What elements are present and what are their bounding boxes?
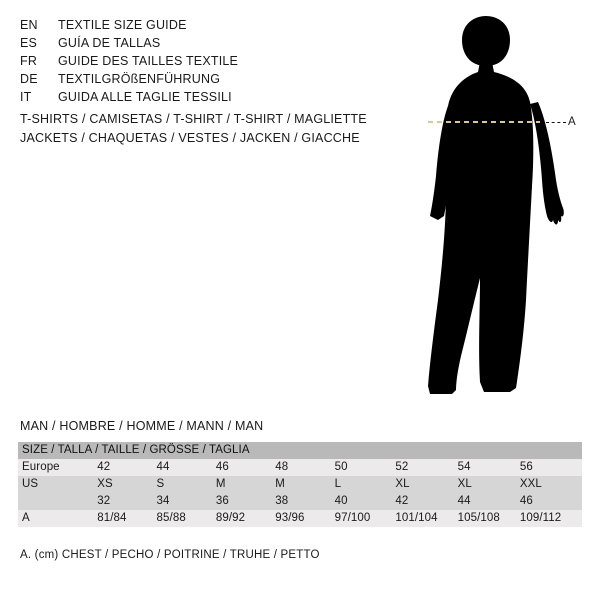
table-row [18,510,582,527]
table-row [18,493,582,510]
language-list [20,16,380,106]
row-label: US [18,476,97,493]
language-code: FR [20,54,38,68]
table-header-filler [395,442,457,459]
language-text: TEXTILE SIZE GUIDE [58,18,187,32]
language-text: GUIDA ALLE TAGLIE TESSILI [58,90,232,104]
table-row [18,459,582,476]
row-cell: 93/96 [275,510,334,527]
language-code: ES [20,36,38,50]
row-label: A [18,510,97,527]
row-cell: 36 [216,493,275,510]
row-cell: 44 [157,459,216,476]
marker-label-a: A [568,116,576,128]
row-cell: XL [395,476,457,493]
language-row [20,88,380,106]
row-cell: 38 [275,493,334,510]
language-code: EN [20,18,38,32]
row-cell: 40 [335,493,396,510]
row-cell: 44 [458,493,520,510]
row-cell: XXL [520,476,582,493]
row-cell: 32 [97,493,156,510]
row-cell: 56 [520,459,582,476]
table-header-filler [458,442,520,459]
row-cell: 34 [157,493,216,510]
language-text: TEXTILGRÖßENFÜHRUNG [58,72,221,86]
row-cell: 81/84 [97,510,156,527]
category-line-jackets: JACKETS / CHAQUETAS / VESTES / JACKEN / GIACCHE [20,131,360,145]
language-code: DE [20,72,38,86]
row-cell: 42 [395,493,457,510]
table-header-filler [335,442,396,459]
table-title: MAN / HOMBRE / HOMME / MANN / MAN [20,419,264,433]
table-header-filler [520,442,582,459]
row-cell: 48 [275,459,334,476]
table-header-row [18,442,582,459]
language-row [20,34,380,52]
footnote: A. (cm) CHEST / PECHO / POITRINE / TRUHE / PETTO [20,549,320,561]
table-header-label: SIZE / TALLA / TAILLE / GRÖSSE / TAGLIA [18,442,275,459]
language-row [20,52,380,70]
language-text: GUÍA DE TALLAS [58,36,161,50]
row-cell: 105/108 [458,510,520,527]
row-cell: 46 [520,493,582,510]
male-silhouette-icon [400,10,600,410]
table-header-filler [275,442,334,459]
row-cell: 85/88 [157,510,216,527]
language-code: IT [20,90,32,104]
row-cell: M [216,476,275,493]
marker-dash-line [546,122,566,124]
row-cell: 101/104 [395,510,457,527]
row-cell: 97/100 [335,510,396,527]
row-cell: 54 [458,459,520,476]
language-row [20,70,380,88]
row-cell: 50 [335,459,396,476]
row-cell: 42 [97,459,156,476]
language-text: GUIDE DES TAILLES TEXTILE [58,54,239,68]
table-row [18,476,582,493]
category-line-tshirts: T-SHIRTS / CAMISETAS / T-SHIRT / T-SHIRT / MAGLIETTE [20,112,367,126]
row-label: Europe [18,459,97,476]
row-cell: 52 [395,459,457,476]
row-cell: S [157,476,216,493]
row-cell: L [335,476,396,493]
body-figure [400,10,600,410]
row-cell: XL [458,476,520,493]
row-cell: M [275,476,334,493]
row-cell: 109/112 [520,510,582,527]
row-label [18,493,97,510]
row-cell: 46 [216,459,275,476]
category-list [20,110,420,148]
row-cell: XS [97,476,156,493]
language-row [20,16,380,34]
size-table [18,442,582,527]
row-cell: 89/92 [216,510,275,527]
